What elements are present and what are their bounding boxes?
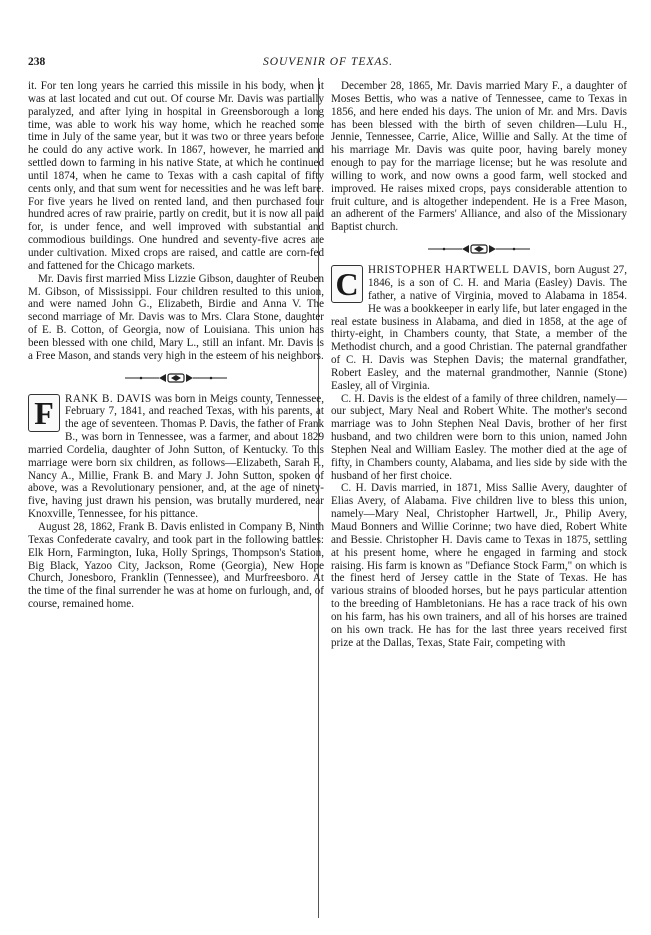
ornament-flourish-icon — [121, 372, 231, 384]
bio-name: RANK B. DAVIS — [65, 392, 152, 405]
bio-name: HRISTOPHER HARTWELL DAVIS, — [368, 264, 552, 277]
bio-lead-paragraph — [28, 393, 324, 521]
section-ornament — [331, 234, 627, 264]
biography-christopher-hartwell-davis — [331, 264, 627, 649]
paragraph: Mr. Davis first married Miss Lizzie Gibson, daughter of Reuben M. Gibson, of Mississippi. Four children resulted to this union, and were named John G., Elizabeth, Birdie and Anna V. The second marriage of Mr. Davis was to Mrs. Clara Stone, daughter of E. B. Cotton, of Georgia, now of Louisiana. This union has been blessed with one child, Mary L., still an infant. Mr. Davis is a Free Mason, and stands very high in the esteem of his neighbors. — [28, 272, 324, 362]
right-column — [331, 80, 627, 649]
page-header — [28, 56, 618, 70]
bio-lead-paragraph — [331, 264, 627, 392]
biography-frank-b-davis — [28, 393, 324, 611]
bio-lead-text: born August 27, 1846, is a son of C. H. and Maria (Easley) Davis. The father, a native of Virginia, moved to Alabama in 1854. He was a bookkeeper in early life, but later engaged in the real estate business in Alabama, and died in 1858, at the age of thirty-eight, in Chambers county, that State, a member of the Methodist church, and a good Christian. The paternal grandfather of C. H. Davis was Stephen Davis; the maternal grandfather, Robert Easley, and the maternal grandmother, Nannie (Stone) Easley, all of Virginia. — [331, 264, 627, 392]
drop-cap: F — [28, 394, 60, 432]
section-ornament — [28, 363, 324, 393]
left-column — [28, 80, 324, 611]
bio-lead-text: was born in Meigs county, Tennessee, February 7, 1841, and reached Texas, with his parents, at the age of seventeen. Thomas P. Davis, the father of Frank B., was born in Tennessee, was a farmer, and about 1829 married Cordelia, daughter of John Sutton, of Kentucky. To this marriage were born six children, as follows—Elizabeth, Sarah F., Nancy A., Millie, Frank B. and Mary J. John Sutton, spoken of above, was a Revolutionary pensioner, and, at the age of ninety-five, having just drawn his pension, was brutally murdered, near Knoxville, Tennessee, for his pittance. — [28, 392, 325, 521]
paragraph: C. H. Davis married, in 1871, Miss Sallie Avery, daughter of Elias Avery, of Alabama. Five children live to bless this union, namely—Mary Neal, Christopher Hartwell, Jr., Philip Avery, Maud Bonners and Willie Corinne; two have died, Robert White and Bessie. Christopher H. Davis came to Texas in 1875, settling at his present home, where he engaged in farming and stock raising. His farm is known as "Defiance Stock Farm," on which is the finest herd of Jersey cattle in the State of Texas. He has various strains of blooded horses, but he pays particular attention to the breeding of Hambletonians. He has a race track of his own on his farm, has his own trainers, and all of his horses are trained on his own track. He has for the last three years received first prize at the Dallas, Texas, State Fair, competing with — [331, 482, 627, 649]
ornament-flourish-icon — [424, 243, 534, 255]
page-number: 238 — [28, 56, 46, 68]
drop-cap: C — [331, 265, 363, 303]
paragraph: it. For ten long years he carried this missile in his body, when it was at last located and cut out. Of course Mr. Davis was partially paralyzed, and after lying in hospital in Greensborough a long time, was able to work his way home, which he reached some time in July of the same year, but it was two or three years before he could do any active work. In 1867, however, he married and settled down to farming in his native State, at which he continued until 1874, when he came to Texas with a cash capital of fifty cents only, and that sum went for necessities and he was left bare. For five years he lived on rented land, and then purchased four hundred acres of raw prairie, partly on credit, but it is now all paid for, is under fence, and well improved with substantial and commodious buildings. One hundred and seventy-five acres are under cultivation. Mixed crops are raised, and cattle are corn-fed and fattened for the Chicago markets. — [28, 80, 324, 272]
paragraph: August 28, 1862, Frank B. Davis enlisted in Company B, Ninth Texas Confederate cavalry, and took part in the following battles: Elk Horn, Farmington, Iuka, Holly Springs, Thompson's Station, Big Black, Yazoo City, Jackson, Rome (Georgia), New Hope Church, Jonesboro, Franklin (Tennessee), and Murfreesboro. At the time of the final surrender he was at home on furlough, and, of course, remained home. — [28, 521, 324, 611]
running-head: SOUVENIR OF TEXAS. — [262, 56, 394, 68]
paragraph: C. H. Davis is the eldest of a family of three children, namely—our subject, Mary Neal and Robert White. The mother's second marriage was to John Stephen Neal Davis, brother of her first husband, and two children were born to this union, named John Stephen Neal and William Easley. The mother died at the age of fifty, in Chambers county, Alabama, and lies side by side with the husband of her first choice. — [331, 392, 627, 482]
paragraph: December 28, 1865, Mr. Davis married Mary F., a daughter of Moses Bettis, who was a native of Tennessee, came to Texas in 1856, and here ended his days. The union of Mr. and Mrs. Davis has been blessed with the birth of seven children—Lulu H., Jennie, Tennessee, Carrie, Alice, Willie and Sally. At the time of his marriage Mr. Davis was quite poor, having barely money enough to pay for the marriage license; but he was resolute and willing to work, and now owns a good farm, well stocked and improved. He raises mixed crops, pays considerable attention to fruit culture, and is altogether independent. He is a Free Mason, an adherent of the Farmers' Alliance, and also of the Missionary Baptist church. — [331, 80, 627, 234]
